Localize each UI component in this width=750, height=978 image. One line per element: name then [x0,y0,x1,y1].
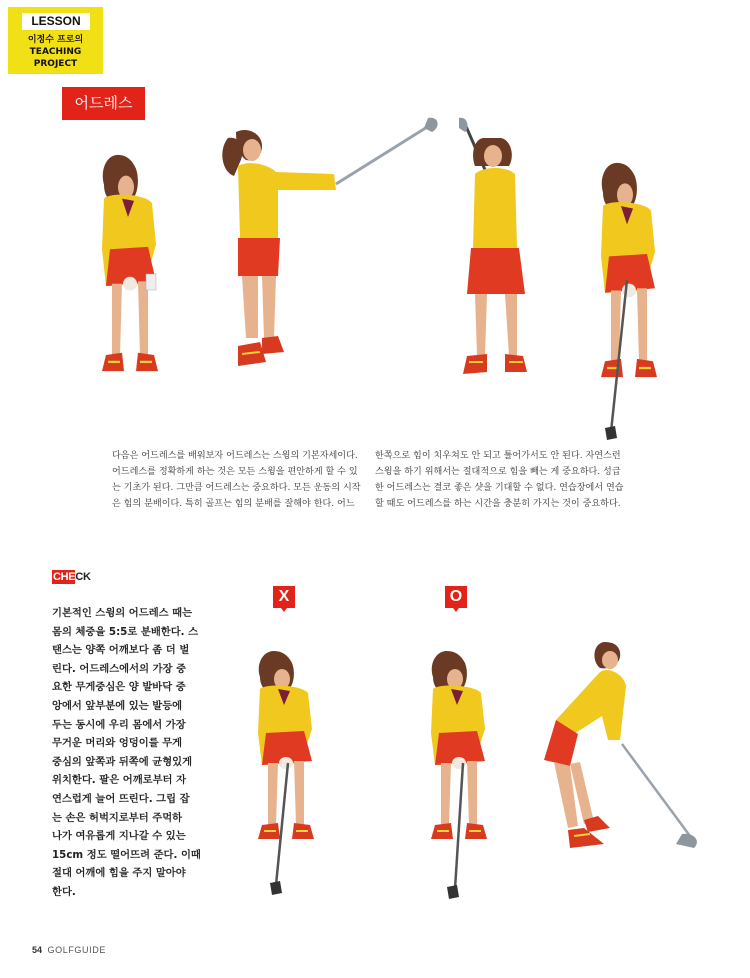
page-number: 54 [32,945,43,955]
check-line: 요한 무게중심은 양 발바닥 중 [52,681,186,694]
check-line: 한다. [52,885,76,898]
check-line: 기본적인 스윙의 어드레스 때는 [52,607,193,619]
body-line: 은 힘의 분배이다. 특히 골프는 힘의 분배를 잘해야 한다. 어느 [112,499,355,509]
check-line: 위치한다. 팔은 어깨로부터 자 [52,774,187,787]
body-line: 한쪽으로 힘이 치우쳐도 안 되고 틀어가서도 안 된다. 자연스런 [375,451,621,461]
check-heading-rest: CK [75,571,91,583]
lesson-badge-line3: PROJECT [33,59,78,69]
marker-pointer-icon [281,608,287,612]
marker-pointer-icon [453,608,459,612]
lesson-badge-line1: 이정수 프로의 [27,35,84,45]
lesson-badge-title: LESSON [22,13,90,30]
check-text [52,604,201,902]
photo-address-side-arms-extended [218,116,443,378]
wrong-marker-label: X [273,586,295,608]
photo-address-front [96,148,166,378]
check-line: 절대 어깨에 힘을 주지 말아야 [52,867,186,880]
check-line: 몸의 체중을 5:5로 분배한다. 스 [52,625,199,638]
body-line: 어드레스를 정확하게 하는 것은 모든 스윙을 편안하게 할 수 있 [112,467,358,477]
body-line: 스윙을 하기 위해서는 절대적으로 힘을 빼는 게 중요하다. 성급 [375,467,621,477]
body-text-column-1 [112,448,361,512]
section-title: 어드레스 [62,87,145,120]
glove-icon [146,274,156,290]
photo-correct-address-side [544,636,704,858]
check-line: 앙에서 앞부분에 있는 발등에 [52,699,183,712]
check-heading [52,571,91,583]
check-line: 나가 여유롭게 지나갈 수 있는 [52,830,186,843]
photo-address-front-club-raised [455,116,545,380]
lesson-badge [8,7,103,74]
check-line: 두는 동시에 우리 몸에서 가장 [52,718,186,731]
lesson-badge-subtitle [8,34,103,70]
body-line: 는 기초가 된다. 그만큼 어드레스는 중요하다. 모든 운동의 시작 [112,483,361,493]
body-line: 다음은 어드레스를 배워보자 어드레스는 스윙의 기본자세이다. [112,451,358,461]
body-line: 할 때도 어드레스를 하는 시간을 충분히 가지는 것이 중요하다. [375,499,621,509]
page-footer [32,945,106,955]
check-line: 린다. 어드레스에서의 가장 중 [52,662,187,675]
check-line: 무거운 머리와 엉덩이를 무게 [52,737,183,750]
wrong-marker [273,586,295,612]
body-text-column-2 [375,448,624,512]
body-line: 한 어드레스는 결코 좋은 샷을 기대할 수 없다. 연습장에서 연습 [375,483,624,493]
check-line: 는 손은 허벅지로부터 주먹하 [52,811,183,824]
lesson-badge-line2: TEACHING [29,47,82,57]
check-line: 연스럽게 늘어 뜨린다. 그립 잡 [52,792,190,805]
right-marker-label: O [445,586,467,608]
right-marker [445,586,467,612]
check-line: 탠스는 양쪽 어깨보다 좀 더 벌 [52,644,190,657]
check-heading-highlight: CHE [53,571,76,583]
photo-address-setup-club-down [589,156,669,442]
photo-correct-address-front [425,645,495,900]
magazine-name: GOLFGUIDE [47,945,106,955]
check-line: 중심의 앞쪽과 뒤쪽에 균형있게 [52,755,193,768]
check-line: 15cm 정도 떨어뜨려 준다. 이때 [52,848,201,861]
photo-wrong-address [252,645,322,897]
